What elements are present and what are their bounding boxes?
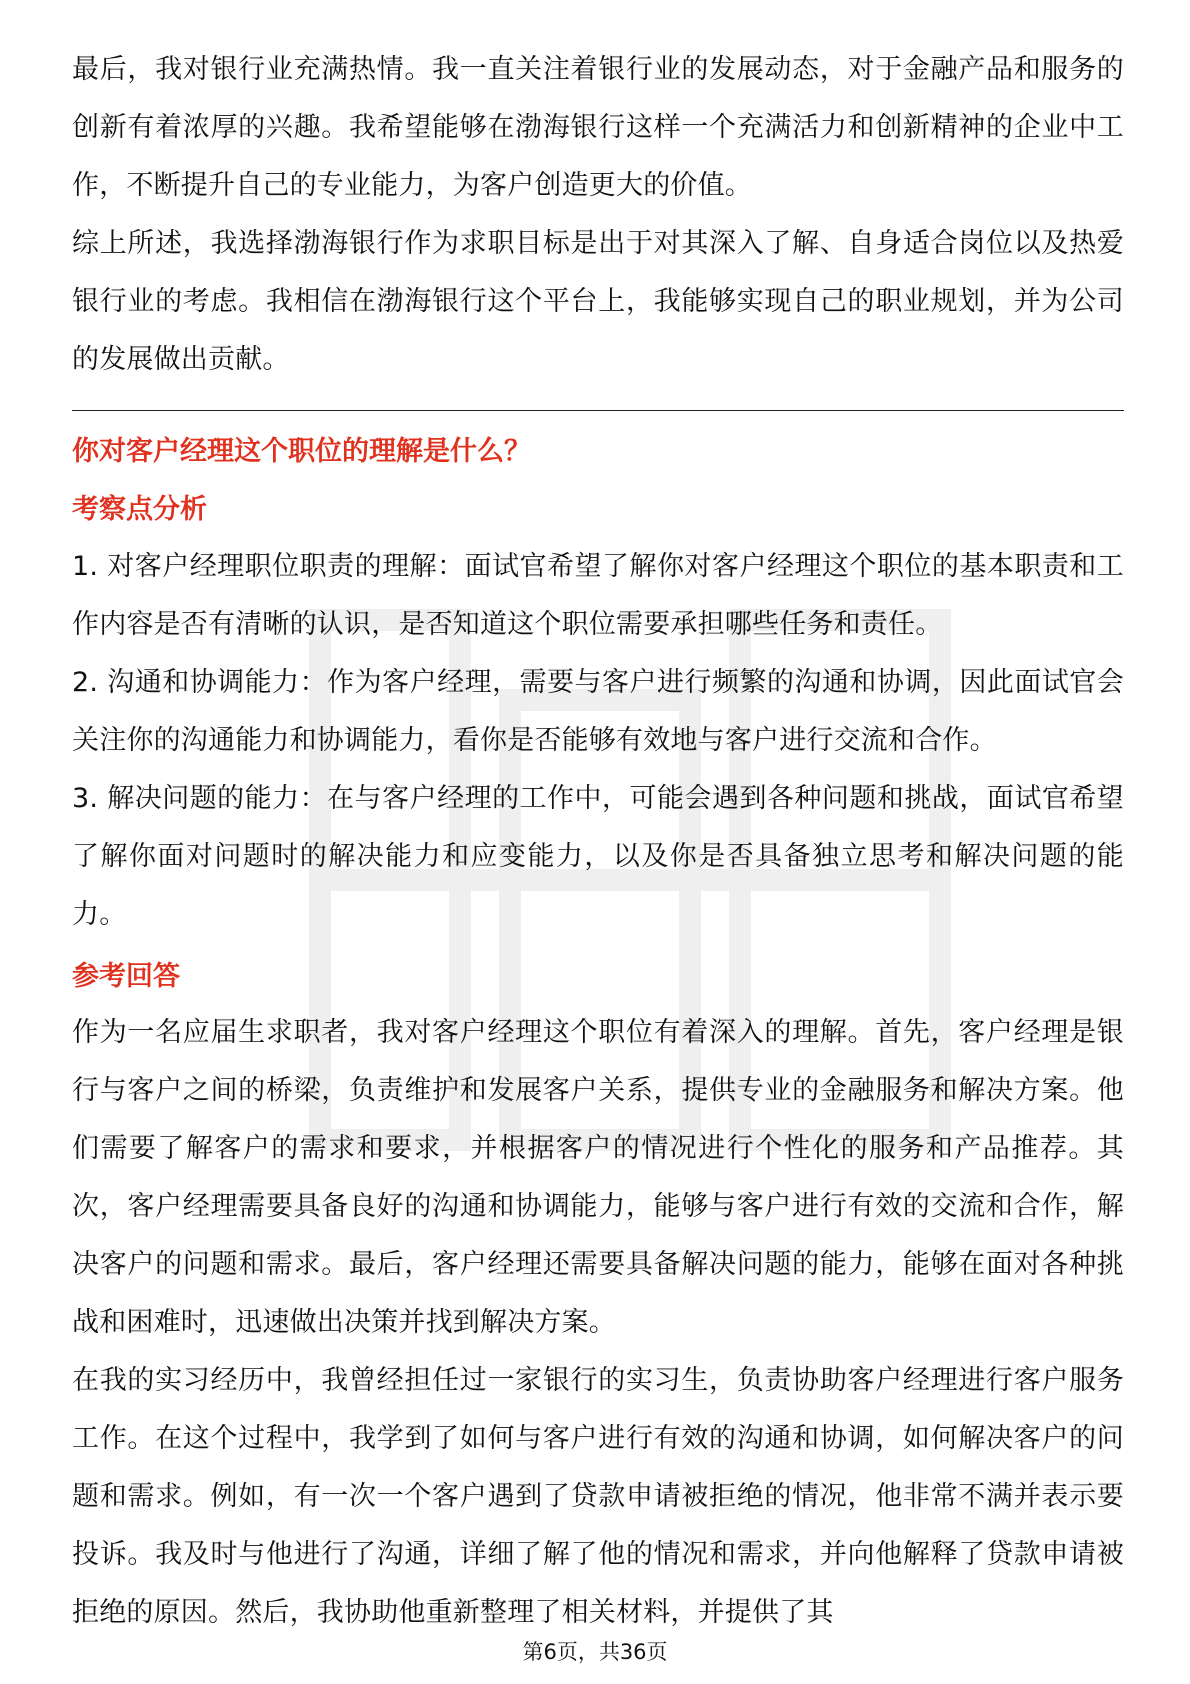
analysis-item: 3. 解决问题的能力：在与客户经理的工作中，可能会遇到各种问题和挑战，面试官希望了解你面对问题时的解决能力和应变能力，以及你是否具备独立思考和解决问题的能力。 [72, 783, 1124, 930]
intro-section [72, 41, 1124, 389]
answer-section [72, 1004, 1124, 1642]
analysis-item: 1. 对客户经理职位职责的理解：面试官希望了解你对客户经理这个职位的基本职责和工作内容是否有清晰的认识，是否知道这个职位需要承担哪些任务和责任。 [72, 551, 1124, 640]
intro-paragraph: 综上所述，我选择渤海银行作为求职目标是出于对其深入了解、自身适合岗位以及热爱银行业的考虑。我相信在渤海银行这个平台上，我能够实现自己的职业规划，并为公司的发展做出贡献。 [72, 228, 1124, 375]
section-divider [72, 410, 1124, 411]
analysis-list [72, 538, 1124, 944]
answer-heading: 参考回答 [72, 961, 180, 992]
question-heading: 你对客户经理这个职位的理解是什么？ [72, 436, 531, 467]
answer-paragraph: 作为一名应届生求职者，我对客户经理这个职位有着深入的理解。首先，客户经理是银行与客户之间的桥梁，负责维护和发展客户关系，提供专业的金融服务和解决方案。他们需要了解客户的需求和要求，并根据客户的情况进行个性化的服务和产品推荐。其次，客户经理需要具备良好的沟通和协调能力，能够与客户进行有效的交流和合作，解决客户的问题和需求。最后，客户经理还需要具备解决问题的能力，能够在面对各种挑战和困难时，迅速做出决策并找到解决方案。 [72, 1017, 1124, 1338]
analysis-heading: 考察点分析 [72, 494, 207, 525]
page-number: 第6页，共36页 [522, 1640, 668, 1664]
answer-paragraph: 在我的实习经历中，我曾经担任过一家银行的实习生，负责协助客户经理进行客户服务工作。在这个过程中，我学到了如何与客户进行有效的沟通和协调，如何解决客户的问题和需求。例如，有一次一个客户遇到了贷款申请被拒绝的情况，他非常不满并表示要投诉。我及时与他进行了沟通，详细了解了他的情况和需求，并向他解释了贷款申请被拒绝的原因。然后，我协助他重新整理了相关材料，并提供了其 [72, 1365, 1124, 1628]
intro-paragraph: 最后，我对银行业充满热情。我一直关注着银行业的发展动态，对于金融产品和服务的创新有着浓厚的兴趣。我希望能够在渤海银行这样一个充满活力和创新精神的企业中工作，不断提升自己的专业能力，为客户创造更大的价值。 [72, 54, 1124, 201]
analysis-item: 2. 沟通和协调能力：作为客户经理，需要与客户进行频繁的沟通和协调，因此面试官会关注你的沟通能力和协调能力，看你是否能够有效地与客户进行交流和合作。 [72, 667, 1124, 756]
